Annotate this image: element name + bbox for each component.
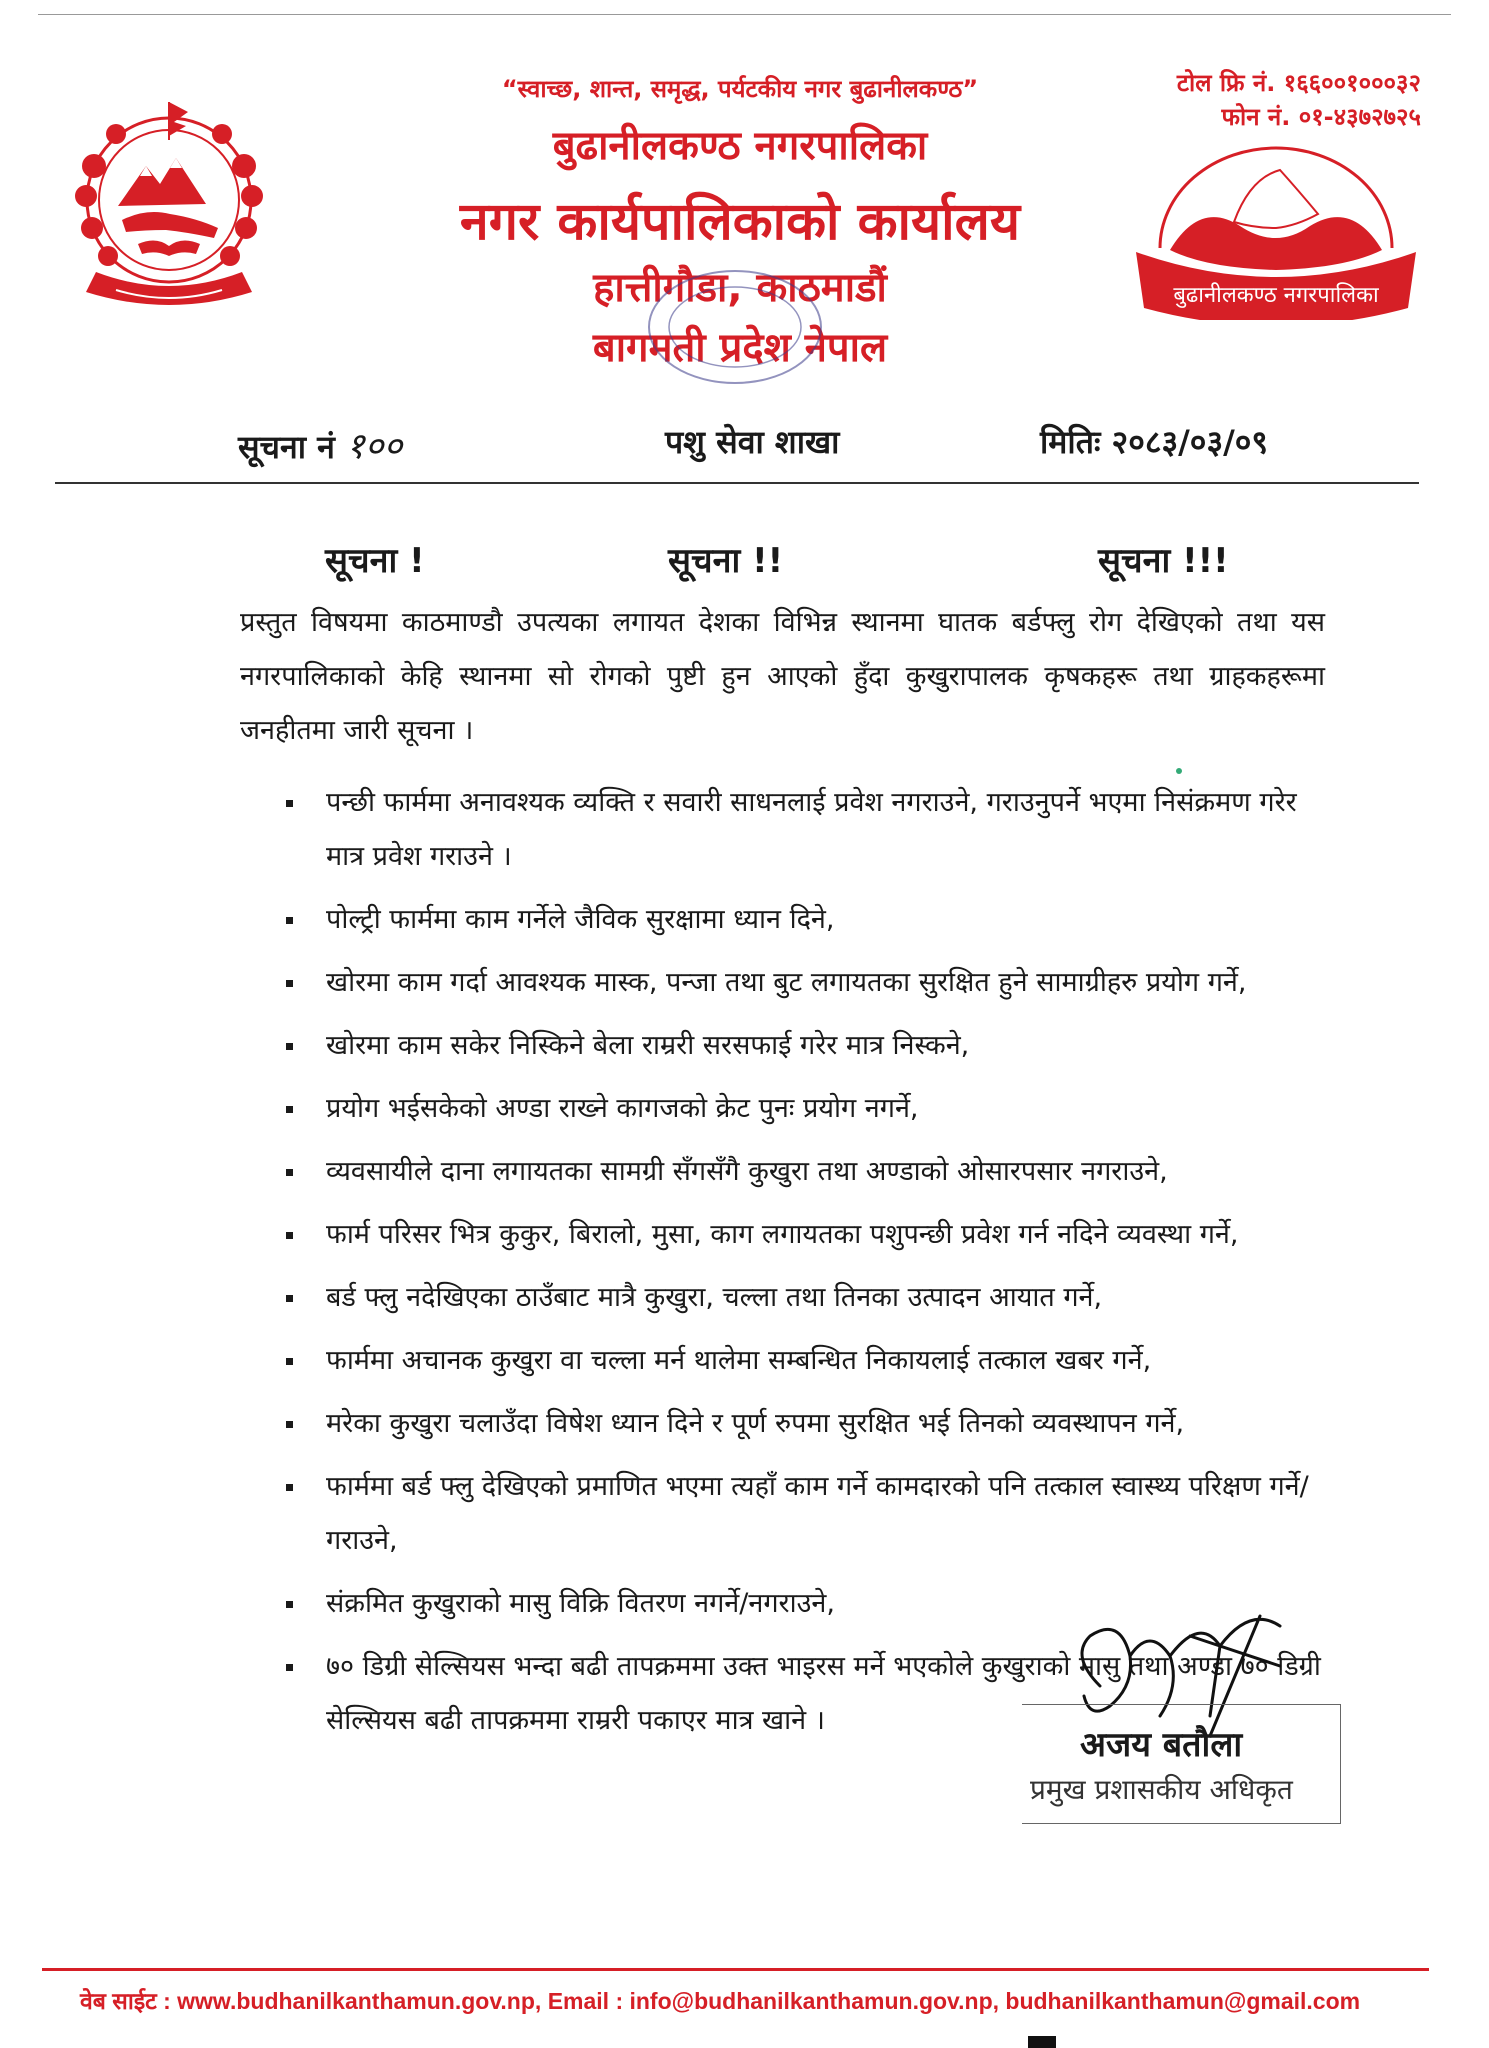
bullet-icon <box>286 1169 293 1176</box>
footer-contact: वेब साईट : www.budhanilkanthamun.gov.np, Email : info@budhanilkanthamun.gov.np, budhanilkanthamun@gmail.com <box>80 1988 1361 2014</box>
intro-paragraph: प्रस्तुत विषयमा काठमाण्डौ उपत्यका लगायत देशका विभिन्न स्थानमा घातक बर्डफ्लु रोग देखिएको तथा यस नगरपालिकाको केहि स्थानमा सो रोगको पुष्टी हुन आएको हुँदा कुखुरापालक कृषकहरू तथा ग्राहकहरूमा जनहीतमा जारी सूचना । <box>240 607 1326 746</box>
bullet-icon <box>286 1043 293 1050</box>
notice-date: मितिः २०८३/०३/०९ <box>1040 423 1269 461</box>
bullet-icon <box>286 1484 293 1491</box>
bullet-icon <box>286 1106 293 1113</box>
list-item-text: संक्रमित कुखुराको मासु विक्रि वितरण नगर्ने/नगराउने, <box>326 1588 835 1619</box>
list-item-text: फार्ममा बर्ड फ्लु देखिएको प्रमाणित भएमा त्यहाँ काम गर्ने कामदारको पनि तत्काल स्वास्थ्य परिक्षण गर्ने/ गराउने, <box>326 1471 1309 1556</box>
office-stamp-icon <box>640 262 830 392</box>
list-item-text: मरेका कुखुरा चलाउँदा विषेश ध्यान दिने र पूर्ण रुपमा सुरक्षित भई तिनको व्यवस्थापन गर्ने, <box>326 1408 1185 1439</box>
bullet-icon <box>286 1295 293 1302</box>
list-item-text: पोल्ट्री फार्ममा काम गर्नेले जैविक सुरक्षामा ध्यान दिने, <box>326 904 835 935</box>
list-item-text: पन्छी फार्ममा अनावश्यक व्यक्ति र सवारी साधनलाई प्रवेश नगराउने, गराउनुपर्ने भएमा निसंक्रमण गरेर मात्र प्रवेश गराउने । <box>326 787 1297 872</box>
list-item-text: ७० डिग्री सेल्सियस भन्दा बढी तापक्रममा उक्त भाइरस मर्ने भएकोले कुखुराको मासु तथा अण्डा ७० डिग्री सेल्सियस बढी तापक्रममा राम्ररी पकाएर मात्र खाने । <box>326 1651 1321 1736</box>
footer-divider <box>42 1968 1429 1971</box>
list-item <box>286 956 1326 1010</box>
notice-number-label: सूचना नं <box>238 428 335 466</box>
list-item-text: फार्ममा अचानक कुखुरा वा चल्ला मर्न थालेमा सम्बन्धित निकायलाई तत्काल खबर गर्ने, <box>326 1345 1152 1376</box>
phone-number: फोन नं. ०१-४३७२७२५ <box>1221 103 1421 131</box>
signatory-name: अजय बतौला <box>1080 1725 1243 1765</box>
list-item-text: फार्म परिसर भित्र कुकुर, बिरालो, मुसा, काग लगायतका पशुपन्छी प्रवेश गर्न नदिने व्यवस्था गर्ने, <box>326 1219 1239 1250</box>
signatory-title: प्रमुख प्रशासकीय अधिकृत <box>1030 1773 1293 1806</box>
list-item <box>286 1145 1326 1199</box>
heading-notice-3: सूचना !!! <box>1098 541 1229 581</box>
list-item-text: खोरमा काम सकेर निस्किने बेला राम्ररी सरसफाई गरेर मात्र निस्कने, <box>326 1030 970 1061</box>
list-item <box>286 1082 1326 1136</box>
top-rule <box>38 14 1451 15</box>
bullet-icon <box>286 800 293 807</box>
province-country: बागमती प्रदेश नेपाल <box>592 325 888 371</box>
motto: “स्वाच्छ, शान्त, समृद्ध, पर्यटकीय नगर बुढानीलकण्ठ” <box>501 75 979 103</box>
list-item <box>286 1208 1326 1262</box>
office-name: नगर कार्यपालिकाको कार्यालय <box>459 192 1021 252</box>
scan-mark <box>1028 2036 1056 2048</box>
tollfree-number: टोल फ्रि नं. १६६००१०००३२ <box>1176 69 1421 97</box>
government-emblem-icon <box>56 96 282 316</box>
bullet-icon <box>286 1358 293 1365</box>
list-item <box>286 1460 1326 1568</box>
list-item <box>286 776 1326 884</box>
list-item-text: व्यवसायीले दाना लगायतका सामग्री सँगसँगै कुखुरा तथा अण्डाको ओसारपसार नगराउने, <box>326 1156 1168 1187</box>
bullet-icon <box>286 980 293 987</box>
list-item-text: खोरमा काम गर्दा आवश्यक मास्क, पन्जा तथा बुट लगायतका सुरक्षित हुने सामाग्रीहरु प्रयोग गर्ने, <box>326 967 1247 998</box>
municipality-logo-text: बुढानीलकण्ठ नगरपालिका <box>1173 283 1379 308</box>
bullet-icon <box>286 1601 293 1608</box>
list-item-text: प्रयोग भईसकेको अण्डा राख्ने कागजको क्रेट पुनः प्रयोग नगर्ने, <box>326 1093 919 1124</box>
bullet-icon <box>286 1232 293 1239</box>
header-divider <box>55 482 1419 484</box>
notice-number <box>238 420 402 469</box>
heading-notice-2: सूचना !! <box>668 541 784 581</box>
list-item <box>286 1334 1326 1388</box>
ink-speck <box>1176 768 1182 774</box>
list-item <box>286 1397 1326 1451</box>
list-item <box>286 1271 1326 1325</box>
municipality-logo-icon <box>1130 130 1422 320</box>
notice-number-value: १०० <box>346 426 403 467</box>
contact-info <box>1177 66 1421 134</box>
municipality-name: बुढानीलकण्ठ नगरपालिका <box>552 123 928 169</box>
bullet-icon <box>286 917 293 924</box>
bullet-icon <box>286 1421 293 1428</box>
list-item <box>286 1019 1326 1073</box>
bullet-icon <box>286 1664 293 1671</box>
heading-notice-1: सूचना ! <box>325 541 425 581</box>
list-item-text: बर्ड फ्लु नदेखिएका ठाउँबाट मात्रै कुखुरा, चल्ला तथा तिनका उत्पादन आयात गर्ने, <box>326 1282 1103 1313</box>
list-item <box>286 893 1326 947</box>
branch-name: पशु सेवा शाखा <box>665 423 840 461</box>
office-address: हात्तीगौडा, काठमाडौं <box>593 265 887 311</box>
